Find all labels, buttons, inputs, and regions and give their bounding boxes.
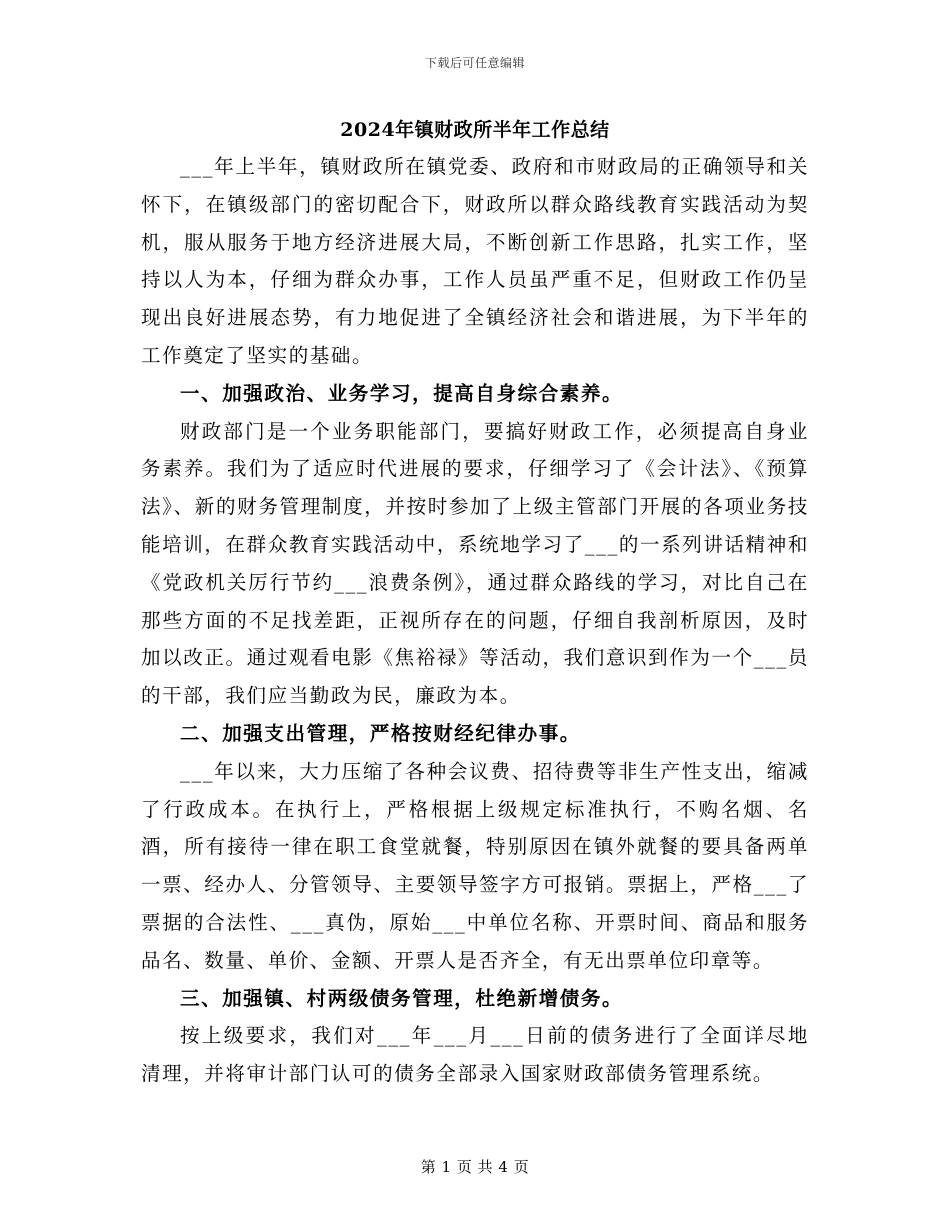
paragraph-section-1: 财政部门是一个业务职能部门，要搞好财政工作，必须提高自身业务素养。我们为了适应时代进展的要求，仔细学习了《会计法》、《预算法》、新的财务管理制度，并按时参加了上级主管部门开展的各项业务技能培训，在群众教育实践活动中，系统地学习了___的一系列讲话精神和《党政机关厉行节约___浪费条例》，通过群众路线的学习，对比自己在那些方面的不足找差距，正视所存在的问题，仔细自我剖析原因，及时加以改正。通过观看电影《焦裕禄》等活动，我们意识到作为一个___员的干部，我们应当勤政为民，廉政为本。	[141, 419, 809, 708]
document-title: 2024年镇财政所半年工作总结	[340, 119, 610, 141]
paragraph-section-3: 按上级要求，我们对___年___月___日前的债务进行了全面详尽地清理，并将审计部门认可的债务全部录入国家财政部债务管理系统。	[141, 1024, 809, 1086]
section-heading-2: 二、加强支出管理，严格按财经纪律办事。	[180, 721, 581, 745]
header-note: 下载后可任意编辑	[424, 56, 525, 70]
paragraph-intro: ___年上半年，镇财政所在镇党委、政府和市财政局的正确领导和关怀下，在镇级部门的密切配合下，财政所以群众路线教育实践活动为契机，服从服务于地方经济进展大局，不断创新工作思路，扎实工作，坚持以人为本，仔细为群众办事，工作人员虽严重不足，但财政工作仍呈现出良好进展态势，有力地促进了全镇经济社会和谐进展，为下半年的工作奠定了坚实的基础。	[141, 155, 809, 367]
paragraph-section-2: ___年以来，大力压缩了各种会议费、招待费等非生产性支出，缩减了行政成本。在执行上，严格根据上级规定标准执行，不购名烟、名酒，所有接待一律在职工食堂就餐，特别原因在镇外就餐的要具备两单一票、经办人、分管领导、主要领导签字方可报销。票据上，严格___了票据的合法性、___真伪，原始___中单位名称、开票时间、商品和服务品名、数量、单价、金额、开票人是否齐全，有无出票单位印章等。	[141, 759, 809, 972]
section-heading-1: 一、加强政治、业务学习，提高自身综合素养。	[180, 381, 624, 405]
page-number: 第 1 页 共 4 页	[420, 1158, 530, 1176]
document-body	[141, 148, 809, 1093]
section-heading-3: 三、加强镇、村两级债务管理，杜绝新增债务。	[180, 986, 624, 1010]
